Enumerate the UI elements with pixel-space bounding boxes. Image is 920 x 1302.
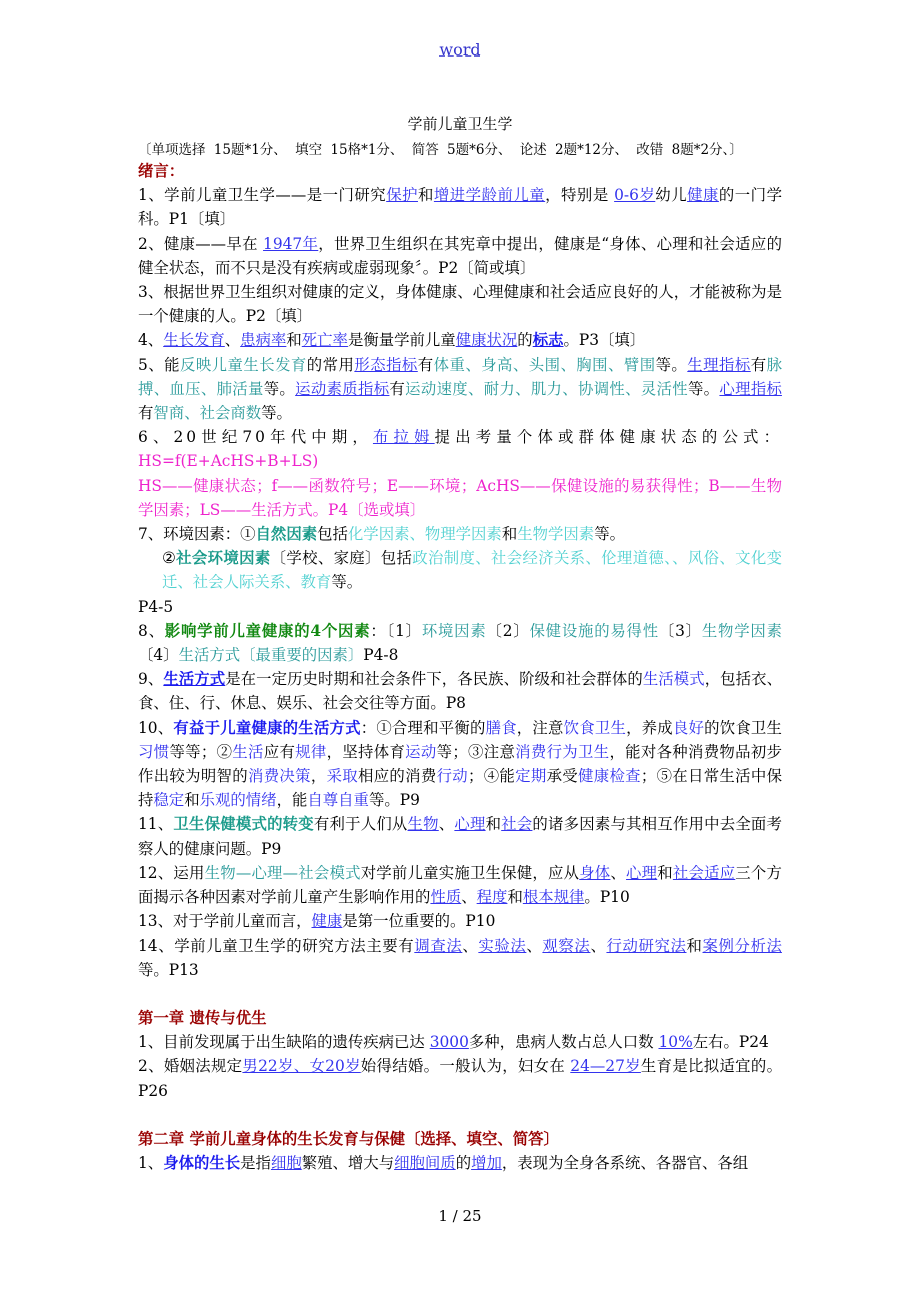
text-run: 和 — [417, 186, 434, 205]
text-run: 乐观的情绪 — [199, 791, 277, 810]
hyperlink-text[interactable]: 男22岁、女20岁 — [242, 1057, 361, 1076]
text-run: 运动速度、耐力、肌力、协调性、灵活性 — [405, 379, 688, 398]
paragraph — [138, 812, 782, 860]
text-run: 等等；② — [169, 742, 233, 761]
hyperlink-text[interactable]: 3000 — [429, 1033, 469, 1052]
text-run: 化学因素、物理学因素 — [347, 525, 502, 544]
hyperlink-text[interactable]: 增加 — [471, 1153, 502, 1172]
text-run: 应有 — [263, 742, 296, 761]
text-run: 生物—心理—社会模式 — [204, 863, 361, 882]
text-run: 、 — [526, 936, 543, 955]
text-run: 是指 — [240, 1153, 271, 1172]
text-run: ：①合理和平衡的 — [360, 718, 486, 737]
text-run: 2、婚姻法规定 — [138, 1057, 243, 1076]
paragraph — [138, 1054, 782, 1102]
text-run: 幼儿 — [655, 186, 688, 205]
text-run: 定期 — [515, 767, 547, 786]
text-run: 身体的生长 — [163, 1153, 241, 1172]
text-run: 多种，患病人数占总人口数 — [468, 1033, 659, 1052]
hyperlink-text[interactable]: 细胞间质 — [394, 1153, 456, 1172]
text-run: 5、能 — [138, 355, 180, 374]
text-run: 、 — [462, 936, 479, 955]
hyperlink-text[interactable]: 保护 — [386, 186, 418, 205]
paragraph — [138, 716, 782, 813]
text-run: 和 — [501, 525, 518, 544]
text-run: ；④能 — [468, 767, 516, 786]
text-run: 的饮食卫生 — [704, 718, 782, 737]
paragraph — [138, 861, 782, 909]
text-run: ，世界卫生组织在其宪章中提出，健康是“身体、心理和社会适应的健全状态，而不只是没有疾病或虚弱现象〞。P2〔简或填〕 — [138, 234, 782, 277]
text-run: ，表现为全身各系统、各器官、各组 — [501, 1153, 749, 1172]
text-run: 4、 — [138, 331, 164, 350]
hyperlink-text[interactable]: 健康 — [311, 912, 343, 931]
document-title: 学前儿童卫生学 — [407, 115, 513, 133]
text-run: 行动 — [436, 767, 468, 786]
hyperlink-text[interactable]: 社会适应 — [672, 863, 736, 882]
hyperlink-text[interactable]: 形态指标 — [354, 355, 418, 374]
text-run: ；⑤在日常生活中保持 — [138, 767, 782, 810]
text-run: 、 — [610, 863, 627, 882]
text-run: 的一门学科。P1〔填〕 — [138, 186, 782, 229]
text-run: 包括 — [317, 525, 348, 544]
text-run: 承受 — [546, 767, 579, 786]
paragraph — [138, 1151, 782, 1175]
text-run: 运动 — [405, 742, 437, 761]
text-run: ：〔1〕 — [370, 621, 422, 640]
text-run: 〔学校、家庭〕包括 — [270, 549, 413, 568]
text-run: 12、运用 — [138, 863, 205, 882]
text-run: 的诸多因素与其相互作用中去全面考察人的健康问题。P9 — [138, 815, 782, 858]
text-run: 生育是比拟适宜的。P26 — [138, 1057, 783, 1100]
section-heading: 第二章 学前儿童身体的生长发育与保健〔选择、填空、简答〕 — [138, 1129, 559, 1148]
text-run: HS——健康状态；f——函数符号；E——环境；AcHS——保健设施的易获得性；B——生物学因素；LS——生活方式。P4〔选或填〕 — [138, 476, 782, 519]
text-run: 对学前儿童实施卫生保健，应从 — [360, 863, 580, 882]
text-run: 的 — [455, 1153, 472, 1172]
hyperlink-text[interactable]: 0-6岁 — [614, 186, 656, 205]
text-run: 自然因素 — [255, 525, 318, 544]
paragraph — [138, 546, 782, 594]
text-run: 的常用 — [306, 355, 355, 374]
paragraph — [138, 595, 782, 619]
paragraph — [138, 934, 782, 982]
text-run: 消费决策 — [247, 767, 311, 786]
paragraph — [138, 280, 782, 328]
text-run: 等。 — [687, 379, 720, 398]
text-run: 是在一定历史时期和社会条件下，各民族、阶级和社会群体的 — [225, 670, 643, 689]
text-run: 1、 — [138, 1153, 164, 1172]
hyperlink-text[interactable]: 生长发育 — [163, 331, 225, 350]
text-run: HS=f(E+AcHS+B+LS) — [138, 452, 319, 471]
hyperlink-text[interactable]: 细胞 — [270, 1153, 302, 1172]
paragraph — [138, 1030, 782, 1054]
text-run: 〔2〕 — [486, 621, 530, 640]
text-run: 11、 — [138, 815, 174, 834]
text-run: 脉搏、血压、肺活量 — [138, 355, 782, 398]
text-run: 三个方面揭示各种因素对学前儿童产生影响作用的 — [138, 863, 782, 907]
text-run: ，注意 — [516, 718, 564, 737]
paragraph — [138, 232, 782, 280]
hyperlink-text[interactable]: 社会 — [501, 815, 533, 834]
paragraph — [138, 328, 782, 352]
hyperlink-text[interactable]: 1947年 — [263, 234, 319, 253]
hyperlink-text[interactable]: 生物 — [407, 815, 439, 834]
text-run: 等。P9 — [368, 791, 420, 810]
text-run: 1、目前发现属于出生缺陷的遗传疾病已达 — [138, 1033, 430, 1052]
text-run: 、 — [224, 331, 241, 350]
hyperlink-text[interactable]: 生活方式 — [163, 670, 226, 689]
text-run: ， — [310, 767, 327, 786]
text-run: 影响学前儿童健康的4个因素 — [164, 621, 371, 640]
text-run: ，能对各种消费物品初步作出较为明智的 — [138, 742, 782, 786]
text-run: 左右。P24 — [692, 1033, 769, 1052]
text-run: 智商、社会商数 — [153, 404, 262, 423]
text-run: 和 — [286, 331, 302, 350]
paragraph — [138, 1127, 782, 1151]
page-number: 1 / 25 — [438, 1207, 482, 1225]
hyperlink-text[interactable]: 生理指标 — [687, 355, 751, 374]
text-run: 繁殖、增大与 — [301, 1153, 395, 1172]
text-run: 等。 — [594, 525, 625, 544]
text-run: 生物学因素 — [517, 525, 595, 544]
paragraph — [138, 667, 782, 715]
hyperlink-text[interactable]: 标志 — [532, 331, 564, 350]
paragraph — [138, 619, 782, 667]
text-run: 等。 — [261, 404, 292, 423]
text-run: ，养成 — [626, 718, 673, 737]
text-run: 、 — [461, 888, 477, 907]
header-word-link[interactable]: word — [439, 40, 481, 59]
text-run: 生活方式〔最重要的因素〕 — [178, 646, 364, 665]
text-run: 等。P13 — [138, 960, 199, 979]
text-run: 。P10 — [584, 888, 630, 907]
text-run: 14、学前儿童卫生学的研究方法主要有 — [138, 936, 415, 955]
hyperlink-text[interactable]: 心理 — [626, 863, 658, 882]
text-run: 2、健康——早在 — [138, 234, 264, 253]
page-header — [0, 40, 920, 59]
section-heading: 第一章 遗传与优生 — [138, 1008, 267, 1027]
hyperlink-text[interactable]: 心理指标 — [719, 379, 782, 398]
document-body — [138, 159, 782, 1175]
text-run: 卫生保健模式的转变 — [173, 815, 314, 834]
text-run: 、 — [590, 936, 607, 955]
hyperlink-text[interactable]: 行动研究法 — [606, 936, 687, 955]
text-run: P4-8 — [363, 646, 399, 665]
text-run: ，坚持体育 — [326, 742, 406, 761]
text-run: 8、 — [138, 621, 165, 640]
hyperlink-text[interactable]: 增进学龄前儿童 — [433, 186, 546, 205]
text-run: 相应的消费 — [358, 767, 437, 786]
text-run: 采取 — [326, 767, 358, 786]
hyperlink-text[interactable]: 死亡率 — [301, 331, 348, 350]
scoring-note: 〔单项选择 15题*1分、 填空 15格*1分、 简答 5题*6分、 论述 2题*12分、 改错 8题*2分、〕 — [138, 142, 743, 158]
text-run: 有益于儿童健康的生活方式 — [173, 718, 361, 737]
hyperlink-text[interactable]: 根本规律 — [522, 888, 585, 907]
text-run: 环境因素 — [421, 621, 487, 640]
hyperlink-text[interactable]: 患病率 — [240, 331, 287, 350]
text-run: 膳食 — [485, 718, 517, 737]
paragraph — [138, 183, 782, 231]
text-run: 生活模式 — [642, 670, 705, 689]
text-run: 和 — [657, 863, 673, 882]
text-run: 和 — [686, 936, 703, 955]
text-run: 保健设施的易得性 — [529, 621, 659, 640]
text-run: 3、根据世界卫生组织对健康的定义，身体健康、心理健康和社会适应良好的人，才能被称为是一个健康的人。P2〔填〕 — [138, 283, 782, 326]
text-run: ② — [162, 549, 177, 568]
text-run: 1、学前儿童卫生学——是一门研究 — [138, 186, 387, 205]
text-run: 10、 — [138, 718, 174, 737]
hyperlink-text[interactable]: 运动素质指标 — [295, 379, 390, 398]
text-run: 有利于人们从 — [313, 815, 408, 834]
paragraph — [138, 425, 782, 449]
text-run: 的 — [517, 331, 533, 350]
text-run: 等。 — [331, 573, 363, 592]
text-run: ，包括衣、食、住、行、休息、娱乐、社会交往等方面。P8 — [138, 670, 782, 713]
text-run: 消费行为卫生 — [515, 742, 610, 761]
hyperlink-text[interactable]: 性质 — [430, 888, 462, 907]
hyperlink-text[interactable]: 健康 — [687, 186, 719, 205]
paragraph — [138, 449, 782, 473]
text-run: 9、 — [138, 670, 164, 689]
text-run: 社会环境因素 — [176, 549, 271, 568]
text-run: 有 — [138, 404, 154, 423]
text-run: 6、20世纪70年代中期， — [138, 428, 373, 447]
text-run: 有 — [750, 355, 767, 374]
hyperlink-text[interactable]: 观察法 — [542, 936, 591, 955]
text-run: ，能 — [276, 791, 308, 810]
hyperlink-text[interactable]: 调查法 — [414, 936, 463, 955]
hyperlink-text[interactable]: 布拉姆 — [372, 428, 435, 447]
text-run: 是衡量学前儿童 — [347, 331, 456, 350]
text-run: ，特别是 — [545, 186, 615, 205]
text-run: 有 — [389, 379, 406, 398]
text-run: 和 — [184, 791, 200, 810]
text-run: 和 — [485, 815, 502, 834]
paragraph — [138, 353, 782, 426]
hyperlink-text[interactable]: 实验法 — [478, 936, 527, 955]
text-run: 始得结婚。一般认为，妇女在 — [360, 1057, 571, 1076]
text-run: 自尊自重 — [307, 791, 369, 810]
text-run: 习惯 — [138, 742, 170, 761]
hyperlink-text[interactable]: 程度 — [476, 888, 508, 907]
text-run: 是第一位重要的。P10 — [342, 912, 496, 931]
text-run: 饮食卫生 — [563, 718, 627, 737]
text-run: 〔4〕 — [138, 646, 179, 665]
text-run: 、 — [438, 815, 455, 834]
text-run: 良好 — [672, 718, 705, 737]
section-heading: 绪言： — [138, 162, 185, 180]
text-run: 7、环境因素：① — [138, 525, 256, 544]
hyperlink-text[interactable]: 健康状况 — [455, 331, 518, 350]
paragraph — [138, 159, 782, 183]
text-run: 健康检查 — [578, 767, 641, 786]
hyperlink-text[interactable]: 24—27岁 — [570, 1057, 641, 1076]
hyperlink-text[interactable]: 心理 — [454, 815, 486, 834]
text-run: 稳定 — [153, 791, 185, 810]
text-run: 等。 — [655, 355, 688, 374]
text-run: 等。 — [263, 379, 296, 398]
hyperlink-text[interactable]: 10% — [658, 1033, 693, 1052]
paragraph — [138, 522, 782, 546]
text-run: 等；③注意 — [436, 742, 516, 761]
text-run: P4-5 — [138, 597, 174, 616]
text-run: 生活 — [232, 742, 264, 761]
hyperlink-text[interactable]: 案例分析法 — [702, 936, 782, 955]
paragraph — [138, 474, 782, 522]
text-run: 13、对于学前儿童而言， — [138, 912, 312, 931]
text-run: 和 — [507, 888, 523, 907]
text-run: 〔3〕 — [658, 621, 702, 640]
text-run: 有 — [417, 355, 434, 374]
text-run: 生物学因素 — [701, 621, 782, 640]
text-run: 提出考量个体或群体健康状态的公式： — [434, 428, 782, 447]
text-run: 体重、身高、头围、胸围、臂围 — [433, 355, 656, 374]
paragraph — [138, 909, 782, 933]
text-run: 政治制度、社会经济关系、伦理道德、、风俗、文化变迁、社会人际关系、教育 — [162, 549, 782, 592]
hyperlink-text[interactable]: 身体 — [579, 863, 611, 882]
paragraph — [138, 1006, 782, 1030]
text-run: 反映儿童生长发育 — [179, 355, 307, 374]
text-run: 规律 — [295, 742, 327, 761]
text-run: 。P3〔填〕 — [563, 331, 646, 350]
